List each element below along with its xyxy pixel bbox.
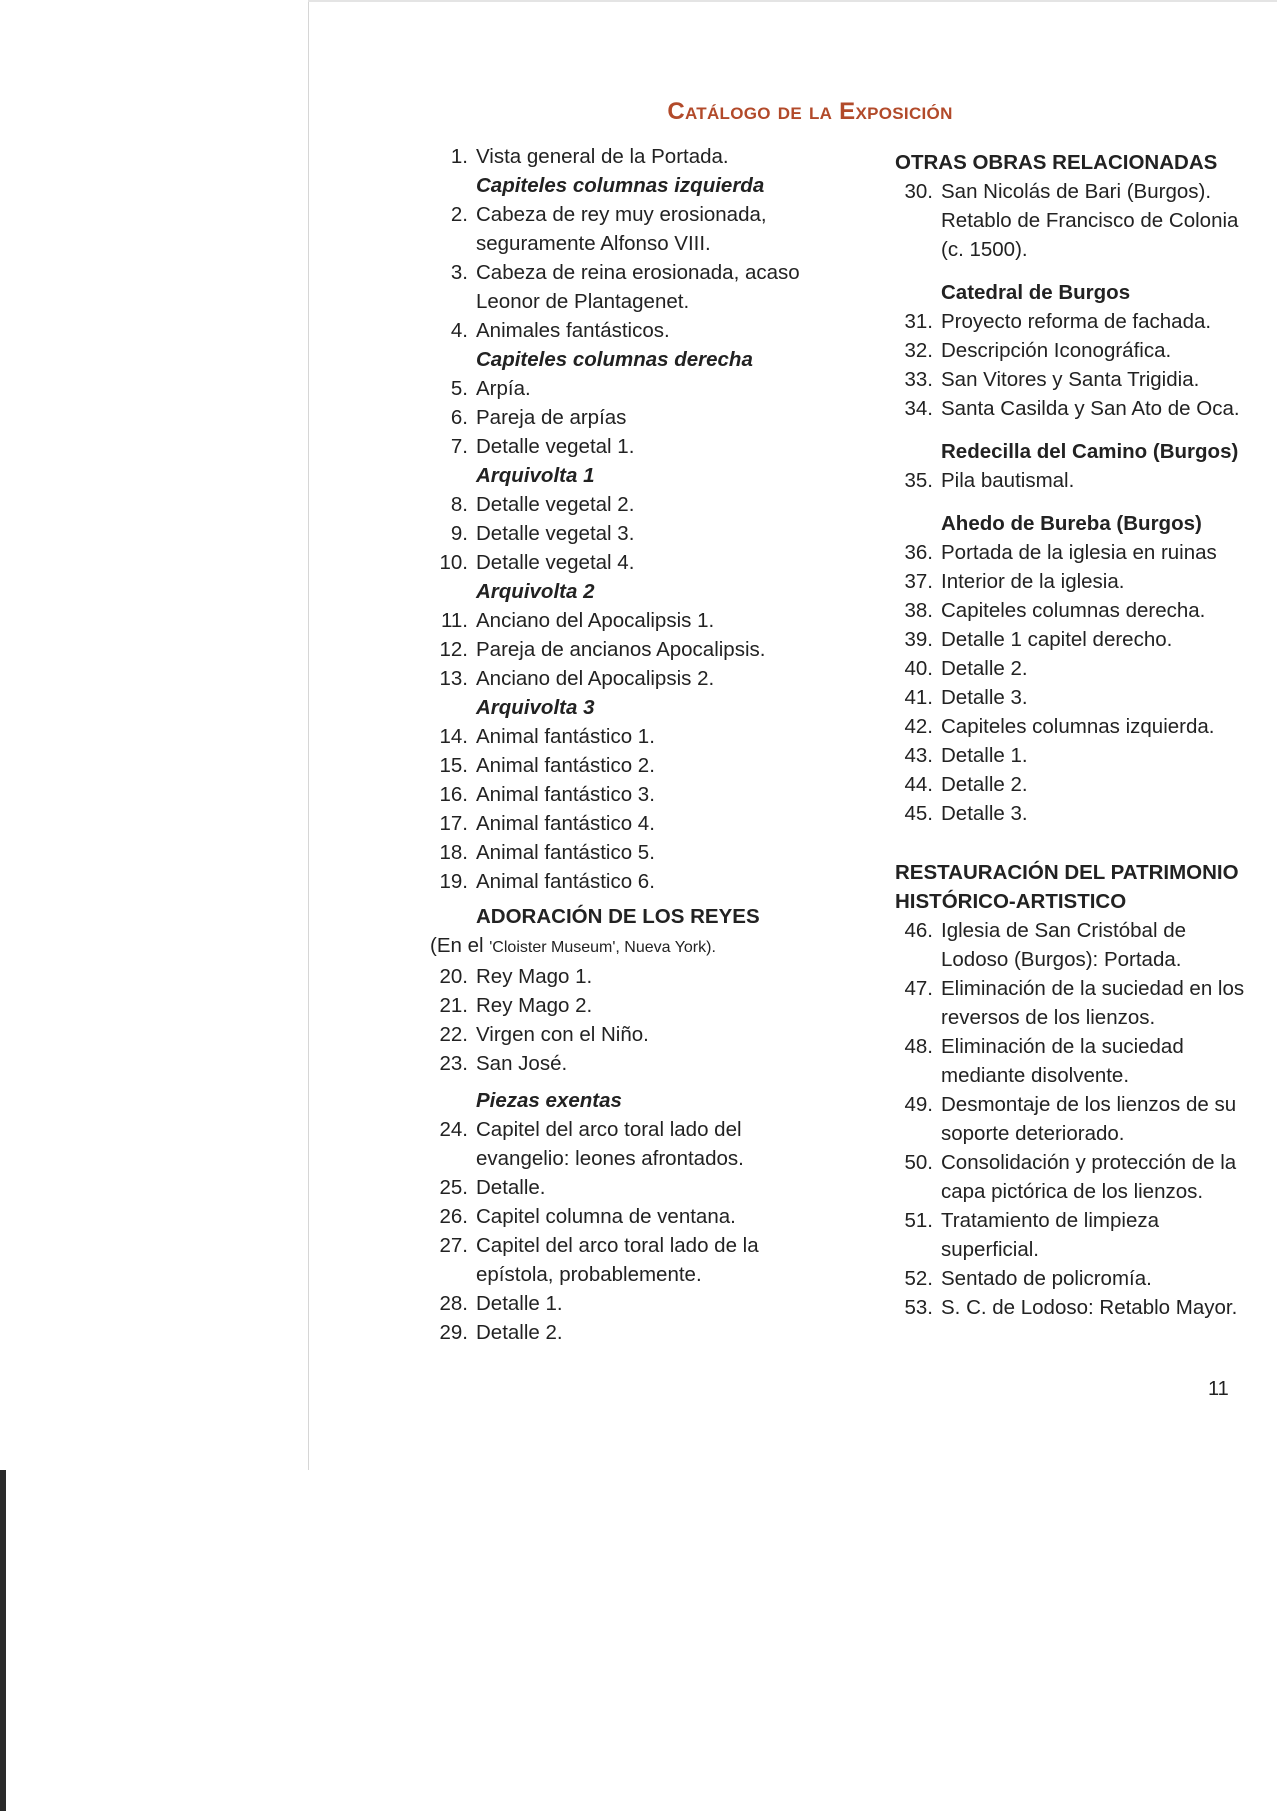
entry-number: 19. <box>439 870 468 893</box>
catalog-entry <box>895 712 1255 741</box>
entry-number: 12. <box>439 638 468 661</box>
catalog-entry <box>895 683 1255 712</box>
entry-text: Detalle. <box>476 1176 546 1199</box>
entry-number: 15. <box>439 754 468 777</box>
catalog-entry <box>430 809 810 838</box>
entry-number: 10. <box>439 551 468 574</box>
catalog-entry <box>895 336 1255 365</box>
catalog-right-column <box>895 148 1255 1322</box>
catalog-entry <box>895 538 1255 567</box>
entry-text: Pareja de arpías <box>476 406 627 429</box>
entry-number: 11. <box>441 609 468 632</box>
catalog-entry <box>430 403 810 432</box>
catalog-entry <box>430 1231 810 1289</box>
entry-number: 28. <box>439 1292 468 1315</box>
catalog-left-column <box>430 142 810 1347</box>
entry-text: Capiteles columnas derecha. <box>941 599 1206 622</box>
entry-number: 2. <box>450 203 468 226</box>
entry-number: 17. <box>439 812 468 835</box>
entry-number: 32. <box>904 339 933 362</box>
section-heading: Catedral de Burgos <box>941 281 1131 304</box>
entry-text: Iglesia de San Cristóbal de Lodoso (Burgos): Portada. <box>941 919 1187 971</box>
entry-number: 4. <box>450 319 468 342</box>
entry-number: 22. <box>439 1023 468 1046</box>
catalog-entry <box>895 1293 1255 1322</box>
spacer <box>895 423 1255 431</box>
catalog-entry <box>895 916 1255 974</box>
catalog-entry <box>895 654 1255 683</box>
entry-text: Detalle 2. <box>941 773 1028 796</box>
catalog-entry <box>430 490 810 519</box>
entry-text: Proyecto reforma de fachada. <box>941 310 1212 333</box>
entry-number: 40. <box>904 657 933 680</box>
catalog-entry <box>895 466 1255 495</box>
section-heading: RESTAURACIÓN DEL PATRIMONIO HISTÓRICO-ARTISTICO <box>895 861 1239 913</box>
catalog-entry <box>430 867 810 896</box>
catalog-entry <box>430 751 810 780</box>
entry-number: 29. <box>439 1321 468 1344</box>
catalog-entry <box>430 664 810 693</box>
entry-text: Capiteles columnas izquierda. <box>941 715 1215 738</box>
entry-number: 1. <box>450 145 468 168</box>
entry-text: Detalle vegetal 4. <box>476 551 635 574</box>
entry-number: 47. <box>904 977 933 1000</box>
catalog-entry <box>895 770 1255 799</box>
entry-text: Pareja de ancianos Apocalipsis. <box>476 638 766 661</box>
note-museum: 'Cloister Museum', Nueva York). <box>489 939 716 956</box>
spacer <box>895 828 1255 858</box>
catalog-entry <box>895 974 1255 1032</box>
subsection-heading: Piezas exentas <box>476 1089 622 1112</box>
entry-number: 8. <box>450 493 468 516</box>
entry-text: Detalle 3. <box>941 686 1028 709</box>
entry-text: Consolidación y protección de la capa pictórica de los lienzos. <box>941 1151 1237 1203</box>
subsection-heading: Arquivolta 1 <box>476 464 595 487</box>
page-title: Catálogo de la Exposición <box>667 98 953 125</box>
entry-number: 45. <box>904 802 933 825</box>
catalog-entry <box>430 1115 810 1173</box>
entry-text: Detalle 1. <box>941 744 1028 767</box>
entry-text: Vista general de la Portada. <box>476 145 729 168</box>
catalog-entry <box>430 548 810 577</box>
entry-text: Detalle 2. <box>941 657 1028 680</box>
subsection-heading: Arquivolta 3 <box>476 696 595 719</box>
entry-number: 36. <box>904 541 933 564</box>
location-note <box>430 931 810 962</box>
entry-text: Detalle 3. <box>941 802 1028 825</box>
entry-number: 9. <box>450 522 468 545</box>
catalog-entry <box>430 316 810 345</box>
catalog-entry <box>430 962 810 991</box>
catalog-entry <box>895 1090 1255 1148</box>
entry-text: Sentado de policromía. <box>941 1267 1152 1290</box>
catalog-entry <box>430 606 810 635</box>
entry-number: 27. <box>439 1234 468 1257</box>
entry-number: 31. <box>904 310 933 333</box>
catalog-entry <box>430 519 810 548</box>
catalog-entry <box>430 635 810 664</box>
entry-number: 41. <box>904 686 933 709</box>
section-heading: ADORACIÓN DE LOS REYES <box>476 905 760 928</box>
section-heading: OTRAS OBRAS RELACIONADAS <box>895 151 1218 174</box>
entry-text: Interior de la iglesia. <box>941 570 1125 593</box>
entry-number: 34. <box>904 397 933 420</box>
entry-text: Eliminación de la suciedad en los reversos de los lienzos. <box>941 977 1245 1029</box>
catalog-entry <box>430 258 810 316</box>
catalog-entry <box>430 1049 810 1078</box>
catalog-entry <box>430 722 810 751</box>
catalog-entry <box>430 142 810 171</box>
spacer <box>895 264 1255 272</box>
catalog-entry <box>430 200 810 258</box>
catalog-entry <box>895 596 1255 625</box>
entry-text: Animal fantástico 1. <box>476 725 655 748</box>
entry-text: S. C. de Lodoso: Retablo Mayor. <box>941 1296 1238 1319</box>
section-heading: Ahedo de Bureba (Burgos) <box>941 512 1202 535</box>
entry-text: Rey Mago 2. <box>476 994 593 1017</box>
entry-text: Capitel columna de ventana. <box>476 1205 736 1228</box>
catalog-entry <box>895 625 1255 654</box>
subsection-heading: Capiteles columnas derecha <box>476 348 753 371</box>
entry-text: Virgen con el Niño. <box>476 1023 649 1046</box>
catalog-entry <box>430 1318 810 1347</box>
entry-text: Detalle 2. <box>476 1321 563 1344</box>
catalog-entry <box>430 780 810 809</box>
entry-number: 38. <box>904 599 933 622</box>
spacer <box>895 495 1255 503</box>
entry-text: Animal fantástico 5. <box>476 841 655 864</box>
section-heading: Redecilla del Camino (Burgos) <box>941 440 1239 463</box>
entry-number: 33. <box>904 368 933 391</box>
entry-number: 49. <box>904 1093 933 1116</box>
catalog-entry <box>895 365 1255 394</box>
catalog-entry <box>895 1032 1255 1090</box>
catalog-entry <box>430 374 810 403</box>
entry-text: Santa Casilda y San Ato de Oca. <box>941 397 1240 420</box>
entry-number: 23. <box>439 1052 468 1075</box>
entry-text: Animal fantástico 4. <box>476 812 655 835</box>
entry-number: 39. <box>904 628 933 651</box>
catalog-entry <box>430 432 810 461</box>
binding-flap <box>0 0 309 1470</box>
entry-text: Eliminación de la suciedad mediante disolvente. <box>941 1035 1184 1087</box>
entry-text: Animal fantástico 2. <box>476 754 655 777</box>
entry-text: Anciano del Apocalipsis 2. <box>476 667 715 690</box>
entry-text: Animales fantásticos. <box>476 319 670 342</box>
catalog-entry <box>895 1264 1255 1293</box>
entry-text: Animal fantástico 6. <box>476 870 655 893</box>
entry-number: 42. <box>904 715 933 738</box>
entry-number: 14. <box>439 725 468 748</box>
entry-text: Rey Mago 1. <box>476 965 593 988</box>
catalog-entry <box>895 394 1255 423</box>
entry-text: Capitel del arco toral lado de la epístola, probablemente. <box>476 1234 759 1286</box>
entry-text: San Vitores y Santa Trigidia. <box>941 368 1200 391</box>
entry-number: 21. <box>439 994 468 1017</box>
entry-number: 6. <box>450 406 468 429</box>
entry-text: Capitel del arco toral lado del evangelio: leones afrontados. <box>476 1118 744 1170</box>
catalog-entry <box>430 1202 810 1231</box>
entry-number: 48. <box>904 1035 933 1058</box>
entry-text: Detalle 1 capitel derecho. <box>941 628 1173 651</box>
entry-text: Desmontaje de los lienzos de su soporte deteriorado. <box>941 1093 1237 1145</box>
entry-number: 30. <box>904 180 933 203</box>
entry-number: 16. <box>439 783 468 806</box>
entry-text: Anciano del Apocalipsis 1. <box>476 609 715 632</box>
entry-text: Cabeza de rey muy erosionada, seguramente Alfonso VIII. <box>476 203 767 255</box>
entry-number: 20. <box>439 965 468 988</box>
subsection-heading: Arquivolta 2 <box>476 580 595 603</box>
catalog-entry <box>895 307 1255 336</box>
entry-number: 44. <box>904 773 933 796</box>
entry-text: Animal fantástico 3. <box>476 783 655 806</box>
catalog-entry <box>895 1148 1255 1206</box>
entry-text: Detalle vegetal 1. <box>476 435 635 458</box>
catalog-entry <box>430 1289 810 1318</box>
catalog-entry <box>430 991 810 1020</box>
entry-text: Cabeza de reina erosionada, acaso Leonor de Plantagenet. <box>476 261 800 313</box>
entry-number: 51. <box>904 1209 933 1232</box>
entry-number: 37. <box>904 570 933 593</box>
entry-text: San José. <box>476 1052 568 1075</box>
entry-text: Detalle 1. <box>476 1292 563 1315</box>
entry-number: 3. <box>450 261 468 284</box>
page-top-edge <box>308 0 1277 2</box>
entry-number: 25. <box>439 1176 468 1199</box>
entry-text: Descripción Iconográfica. <box>941 339 1172 362</box>
catalog-entry <box>895 799 1255 828</box>
catalog-entry <box>895 177 1255 264</box>
catalog-entry <box>430 1020 810 1049</box>
subsection-heading: Capiteles columnas izquierda <box>476 174 765 197</box>
entry-number: 26. <box>439 1205 468 1228</box>
entry-number: 13. <box>439 667 468 690</box>
entry-text: Tratamiento de limpieza superficial. <box>941 1209 1160 1261</box>
page-number: 11 <box>1208 1378 1229 1400</box>
entry-number: 52. <box>904 1267 933 1290</box>
catalog-entry <box>430 838 810 867</box>
entry-text: Detalle vegetal 2. <box>476 493 635 516</box>
entry-text: Detalle vegetal 3. <box>476 522 635 545</box>
entry-number: 5. <box>450 377 468 400</box>
entry-text: Pila bautismal. <box>941 469 1075 492</box>
entry-text: San Nicolás de Bari (Burgos). Retablo de Francisco de Colonia (c. 1500). <box>941 180 1239 261</box>
entry-number: 53. <box>904 1296 933 1319</box>
entry-number: 43. <box>904 744 933 767</box>
catalog-entry <box>430 1173 810 1202</box>
entry-number: 7. <box>450 435 468 458</box>
catalog-entry <box>895 567 1255 596</box>
catalog-entry <box>895 1206 1255 1264</box>
entry-number: 24. <box>439 1118 468 1141</box>
spacer <box>430 1078 810 1086</box>
entry-text: Portada de la iglesia en ruinas <box>941 541 1217 564</box>
entry-number: 18. <box>439 841 468 864</box>
entry-number: 35. <box>904 469 933 492</box>
entry-number: 50. <box>904 1151 933 1174</box>
entry-text: Arpía. <box>476 377 531 400</box>
catalog-entry <box>895 741 1255 770</box>
entry-number: 46. <box>904 919 933 942</box>
note-prefix: (En el <box>430 934 490 957</box>
